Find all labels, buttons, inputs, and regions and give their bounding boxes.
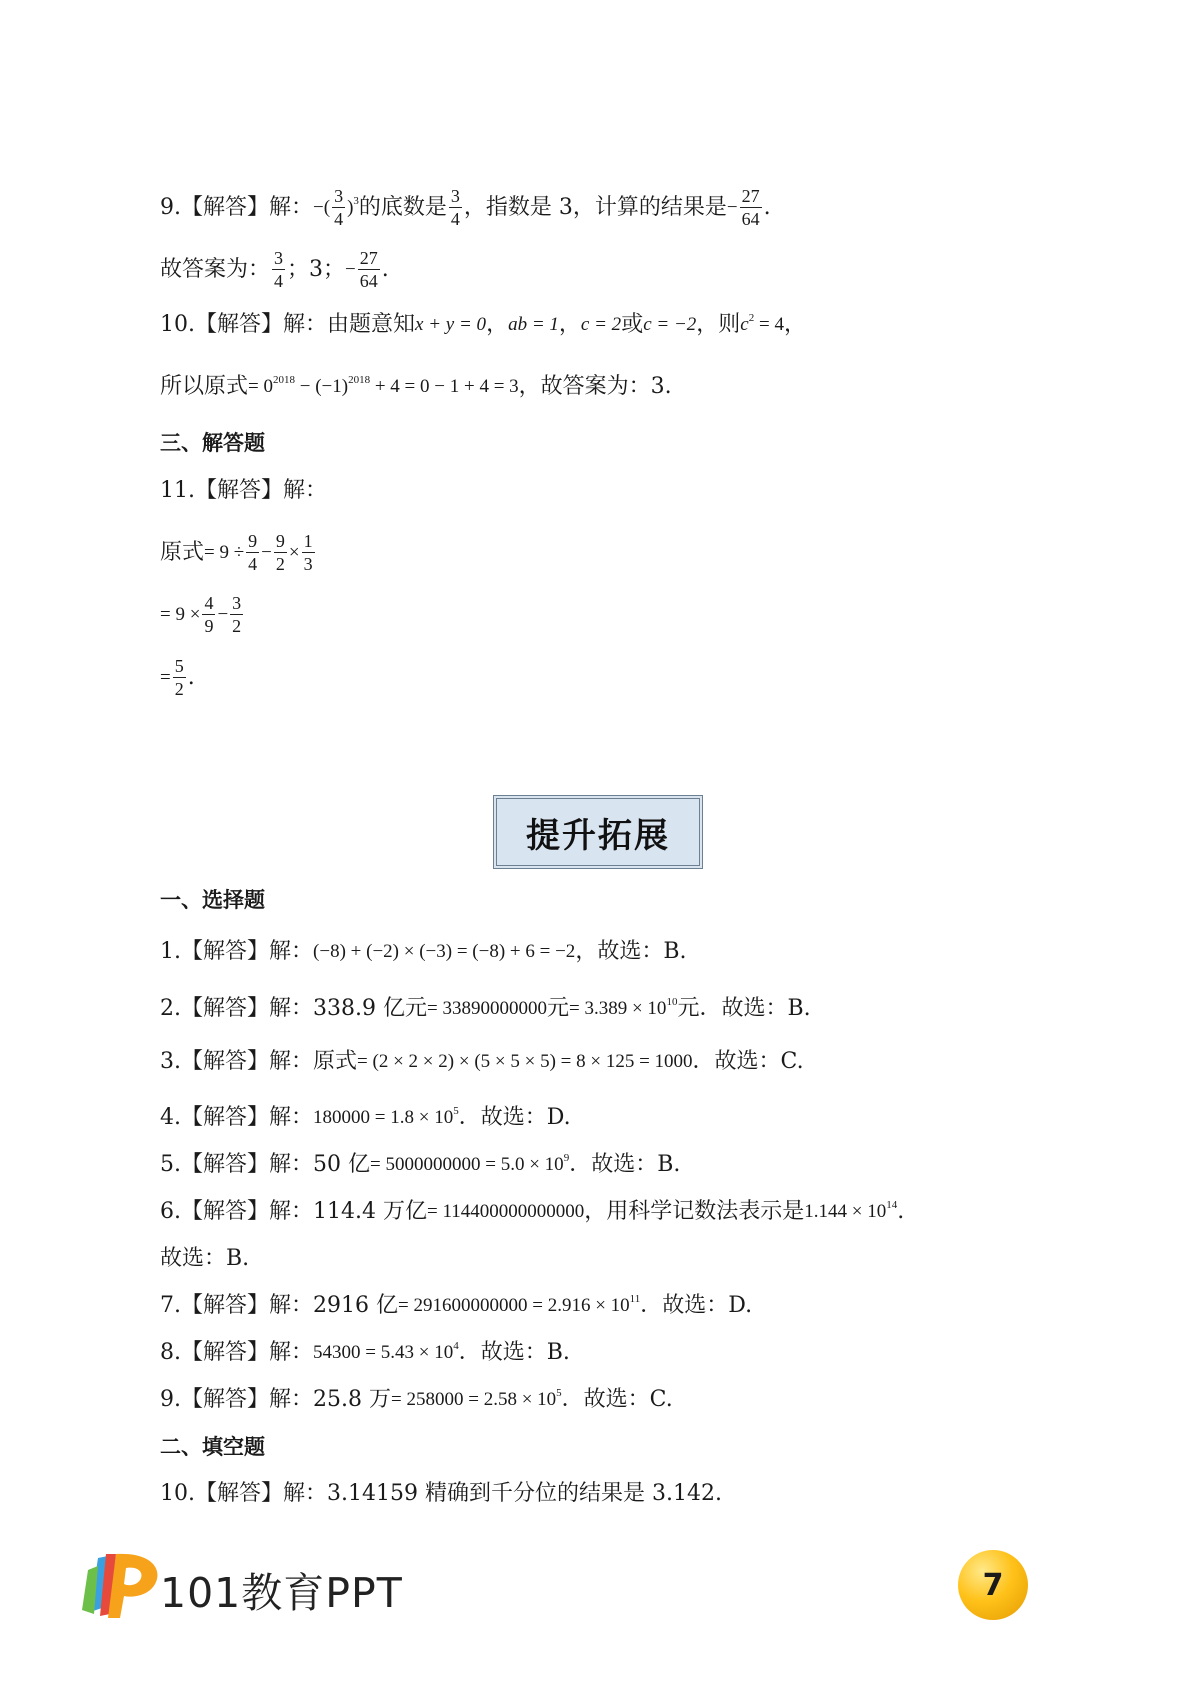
q-number: 2. bbox=[160, 996, 181, 1021]
answer-tag: 【解答】 bbox=[181, 1340, 270, 1365]
math bbox=[313, 1338, 459, 1368]
math: = 9 × bbox=[160, 603, 201, 625]
frac-den: 3 bbox=[303, 554, 313, 574]
section-heading: 一、选择题 bbox=[160, 888, 265, 912]
math: ab = 1 bbox=[508, 314, 559, 335]
solution-label: 解： bbox=[269, 194, 314, 220]
frac-num: 5 bbox=[174, 656, 184, 676]
frac-den: 4 bbox=[334, 209, 344, 229]
math bbox=[248, 372, 519, 402]
answer-tag: 【解答】 bbox=[181, 1152, 270, 1177]
frac-num: 1 bbox=[303, 531, 313, 551]
brand-logo-text: 101教育PPT bbox=[160, 1569, 403, 1617]
frac-den: 64 bbox=[741, 209, 760, 229]
p2-item-4 bbox=[160, 1103, 571, 1133]
math: × bbox=[288, 541, 300, 563]
section-banner bbox=[493, 795, 703, 869]
text: 原式 bbox=[160, 539, 205, 565]
text: 25.8 万 bbox=[313, 1387, 392, 1412]
text: 或 bbox=[621, 312, 644, 337]
banner-title: 提升拓展 bbox=[526, 815, 670, 856]
section-heading: 二、填空题 bbox=[160, 1435, 265, 1459]
math bbox=[347, 193, 359, 223]
text: ， bbox=[558, 312, 581, 337]
text: 故答案为： bbox=[160, 256, 271, 282]
q-number: 5. bbox=[160, 1152, 181, 1177]
text: 的底数是 bbox=[358, 194, 447, 220]
math: = bbox=[160, 666, 171, 688]
p2-item-9 bbox=[160, 1385, 673, 1415]
text: . bbox=[187, 664, 195, 690]
math-part: + 4 = 0 − 1 + 4 = 3 bbox=[370, 376, 519, 397]
p2-item-10 bbox=[160, 1479, 722, 1509]
frac-num: 9 bbox=[275, 531, 285, 551]
math: = (2 × 2 × 2) × (5 × 5 × 5) = 8 × 125 = 1000 bbox=[357, 1051, 693, 1072]
solution-label: 解： bbox=[269, 996, 314, 1021]
fraction bbox=[272, 247, 285, 292]
text: 解：3.14159 精确到千分位的结果是 3.142. bbox=[283, 1481, 722, 1506]
solution-label: 解： bbox=[269, 1199, 314, 1224]
exponent: 2018 bbox=[348, 374, 371, 386]
page-number-badge bbox=[958, 1550, 1028, 1620]
text: ，故选：B. bbox=[575, 939, 687, 964]
solution-label: 解： bbox=[283, 312, 328, 337]
math: (−8) + (−2) × (−3) = (−8) + 6 = −2 bbox=[313, 941, 576, 962]
p2-item-1 bbox=[160, 937, 686, 967]
text: ， bbox=[783, 312, 806, 337]
q-number: 4. bbox=[160, 1105, 181, 1130]
q-number: 6. bbox=[160, 1199, 181, 1224]
math: c = −2 bbox=[643, 314, 697, 335]
frac-den: 4 bbox=[450, 209, 460, 229]
text: 338.9 亿元 bbox=[313, 996, 428, 1021]
math bbox=[569, 994, 677, 1024]
text: ， bbox=[486, 312, 509, 337]
frac-num: 3 bbox=[232, 593, 242, 613]
text: 元 bbox=[546, 996, 569, 1021]
answer-tag: 【解答】 bbox=[181, 939, 270, 964]
frac-den: 4 bbox=[274, 271, 284, 291]
p2-item-6 bbox=[160, 1197, 904, 1227]
frac-den: 9 bbox=[204, 616, 214, 636]
answer-tag: 【解答】 bbox=[195, 1481, 284, 1506]
fraction bbox=[332, 185, 345, 230]
frac-num: 3 bbox=[334, 186, 344, 206]
q11-step-3 bbox=[160, 655, 195, 700]
math bbox=[391, 1385, 562, 1415]
frac-den: 4 bbox=[248, 554, 258, 574]
text: . bbox=[381, 256, 389, 282]
text: ．故选：D. bbox=[640, 1293, 753, 1318]
math-base: 180000 = 1.8 × 10 bbox=[313, 1107, 454, 1128]
frac-num: 3 bbox=[274, 248, 284, 268]
text: ；3； bbox=[287, 256, 346, 282]
fraction bbox=[302, 530, 315, 575]
q11-line bbox=[160, 476, 327, 506]
exponent: 4 bbox=[453, 1340, 459, 1352]
frac-den: 2 bbox=[174, 679, 184, 699]
q-number: 10. bbox=[160, 1481, 195, 1506]
text: 114.4 万亿 bbox=[313, 1199, 428, 1224]
math-base: = 3.389 × 10 bbox=[569, 998, 667, 1019]
math bbox=[398, 1291, 640, 1321]
text: ，指数是 3，计算的结果是 bbox=[463, 194, 727, 220]
text: ．故选：C. bbox=[692, 1049, 804, 1074]
fraction bbox=[274, 530, 287, 575]
solution-label: 解： bbox=[269, 1293, 314, 1318]
fraction bbox=[202, 592, 215, 637]
q-number: 1. bbox=[160, 939, 181, 964]
solution-label: 解： bbox=[269, 1105, 314, 1130]
p2-item-6-cont: 故选：B. bbox=[160, 1246, 250, 1271]
solution-label: 解： bbox=[269, 1340, 314, 1365]
exponent: 3 bbox=[353, 194, 359, 207]
math-base: = 291600000000 = 2.916 × 10 bbox=[398, 1295, 630, 1316]
math-part: = 0 bbox=[248, 376, 273, 397]
text: ．故选：B. bbox=[458, 1340, 570, 1365]
q9-answer-line bbox=[160, 247, 389, 292]
frac-den: 2 bbox=[232, 616, 242, 636]
math-base: 54300 = 5.43 × 10 bbox=[313, 1342, 454, 1363]
answer-tag: 【解答】 bbox=[181, 1293, 270, 1318]
frac-num: 4 bbox=[204, 593, 214, 613]
frac-num: 9 bbox=[248, 531, 258, 551]
text: ，故答案为：3. bbox=[518, 374, 672, 399]
frac-num: 27 bbox=[741, 186, 760, 206]
q10-line-2 bbox=[160, 372, 672, 402]
section-heading: 三、解答题 bbox=[160, 431, 265, 455]
math-base: = 258000 = 2.58 × 10 bbox=[391, 1389, 557, 1410]
exponent: 14 bbox=[886, 1199, 898, 1211]
text: ．故选：C. bbox=[561, 1387, 673, 1412]
text: . bbox=[763, 194, 771, 220]
p2-item-3 bbox=[160, 1047, 804, 1077]
fraction bbox=[740, 185, 762, 230]
math bbox=[804, 1197, 897, 1227]
p2-item-7 bbox=[160, 1291, 752, 1321]
text: ，则 bbox=[696, 312, 741, 337]
math: − bbox=[261, 541, 272, 563]
fraction bbox=[358, 247, 380, 292]
math-close: ) bbox=[347, 196, 354, 218]
math-var: c bbox=[740, 314, 749, 335]
text: ．故选：B. bbox=[569, 1152, 681, 1177]
exponent: 10 bbox=[666, 996, 678, 1008]
solution-label: 解： bbox=[269, 939, 314, 964]
exponent: 2018 bbox=[272, 374, 295, 386]
text: ，用科学记数法表示是 bbox=[584, 1199, 805, 1224]
math-rest: = 4 bbox=[754, 314, 784, 335]
math: −( bbox=[313, 196, 331, 218]
page-number: 7 bbox=[982, 1567, 1004, 1603]
q11-step-1 bbox=[160, 530, 317, 575]
q-number: 9. bbox=[160, 194, 181, 220]
exponent: 2 bbox=[748, 312, 755, 324]
exponent: 11 bbox=[629, 1293, 641, 1305]
exponent: 5 bbox=[453, 1105, 459, 1117]
math-base: = 5000000000 = 5.0 × 10 bbox=[370, 1154, 564, 1175]
text: 由题意知 bbox=[327, 312, 416, 337]
math: − bbox=[345, 258, 356, 280]
solution-label: 解： bbox=[269, 1049, 314, 1074]
text: 2916 亿 bbox=[313, 1293, 399, 1318]
frac-num: 27 bbox=[359, 248, 378, 268]
answer-tag: 【解答】 bbox=[181, 996, 270, 1021]
fraction bbox=[230, 592, 243, 637]
frac-num: 3 bbox=[450, 186, 460, 206]
solution-label: 解： bbox=[269, 1152, 314, 1177]
text: 原式 bbox=[313, 1049, 358, 1074]
math: = 114400000000000 bbox=[427, 1201, 585, 1222]
q11-step-2 bbox=[160, 592, 245, 637]
frac-den: 64 bbox=[359, 271, 378, 291]
text: ．故选：D. bbox=[458, 1105, 571, 1130]
math: − bbox=[726, 196, 738, 218]
q-number: 7. bbox=[160, 1293, 181, 1318]
fraction bbox=[449, 185, 462, 230]
fraction bbox=[173, 655, 186, 700]
q9-line bbox=[160, 185, 771, 230]
p2-item-8 bbox=[160, 1338, 570, 1368]
text: . bbox=[897, 1199, 905, 1224]
answer-tag: 【解答】 bbox=[181, 194, 270, 220]
p2-item-2 bbox=[160, 994, 811, 1024]
q-number: 10. bbox=[160, 312, 195, 337]
text: 50 亿 bbox=[313, 1152, 371, 1177]
exponent: 9 bbox=[563, 1152, 570, 1164]
math: x + y = 0 bbox=[415, 314, 487, 335]
q-number: 3. bbox=[160, 1049, 181, 1074]
q-number: 9. bbox=[160, 1387, 181, 1412]
frac-den: 2 bbox=[275, 554, 285, 574]
answer-tag: 【解答】 bbox=[181, 1199, 270, 1224]
q-number: 8. bbox=[160, 1340, 181, 1365]
q-number: 11. bbox=[160, 478, 195, 503]
q10-line bbox=[160, 310, 806, 340]
p2-item-5 bbox=[160, 1150, 680, 1180]
math bbox=[313, 1103, 459, 1133]
text: 元．故选：B. bbox=[677, 996, 811, 1021]
solution-label: 解： bbox=[269, 1387, 314, 1412]
text: 所以原式 bbox=[160, 374, 249, 399]
math-base: 1.144 × 10 bbox=[804, 1201, 887, 1222]
math bbox=[370, 1150, 569, 1180]
answer-tag: 【解答】 bbox=[195, 312, 284, 337]
fraction bbox=[246, 530, 259, 575]
answer-tag: 【解答】 bbox=[181, 1049, 270, 1074]
math-part: − (−1) bbox=[294, 376, 349, 397]
math bbox=[740, 310, 784, 340]
math: = 33890000000 bbox=[427, 998, 547, 1019]
solution-label: 解： bbox=[283, 478, 328, 503]
answer-tag: 【解答】 bbox=[181, 1387, 270, 1412]
math: c = 2 bbox=[580, 314, 622, 335]
math: − bbox=[217, 603, 229, 625]
exponent: 5 bbox=[556, 1387, 562, 1399]
answer-tag: 【解答】 bbox=[195, 478, 284, 503]
answer-tag: 【解答】 bbox=[181, 1105, 270, 1130]
math: = 9 ÷ bbox=[204, 541, 245, 563]
